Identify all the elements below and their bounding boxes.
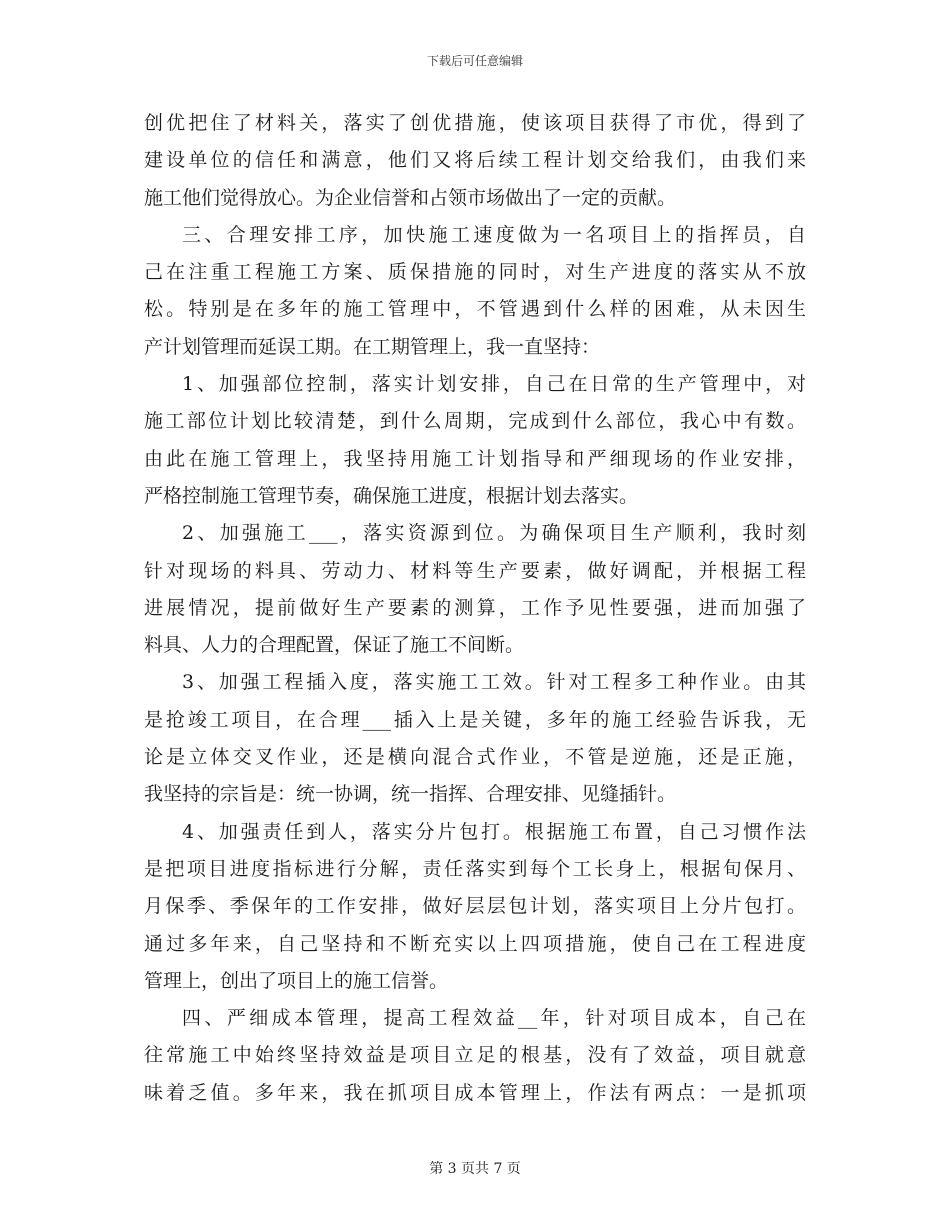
text-line: 是抢竣工项目，在合理___插入上是关键，多年的施工经验告诉我，无 — [144, 708, 806, 731]
text-line: 施工他们觉得放心。为企业信誉和占领市场做出了一定的贡献。 — [144, 186, 677, 209]
text-line: 往常施工中始终坚持效益是项目立足的根基，没有了效益，项目就意 — [144, 1044, 806, 1067]
text-line: 2、加强施工___，落实资源到位。为确保项目生产顺利，我时刻 — [182, 522, 806, 545]
text-line: 3、加强工程插入度，落实施工工效。针对工程多工种作业。由其 — [182, 671, 806, 694]
text-line: 料具、人力的合理配置，保证了施工不间断。 — [144, 634, 525, 657]
text-line: 论是立体交叉作业，还是横向混合式作业，不管是逆施，还是正施， — [144, 746, 806, 769]
text-line: 4、加强责任到人，落实分片包打。根据施工布置，自己习惯作法 — [182, 820, 806, 843]
page-number: 第 3 页共 7 页 — [429, 1161, 521, 1177]
text-line: 针对现场的料具、劳动力、材料等生产要素，做好调配，并根据工程 — [144, 559, 806, 582]
text-line: 四、严细成本管理，提高工程效益__年，针对项目成本，自己在 — [182, 1007, 806, 1030]
text-line: 味着乏值。多年来，我在抓项目成本管理上，作法有两点：一是抓项 — [144, 1081, 806, 1104]
text-line: 建设单位的信任和满意，他们又将后续工程计划交给我们，由我们来 — [144, 149, 806, 172]
text-line: 是把项目进度指标进行分解，责任落实到每个工长身上，根据旬保月、 — [144, 857, 806, 880]
document-body — [144, 105, 806, 1112]
page-header: 下载后可任意编辑 — [426, 54, 523, 68]
text-line: 己在注重工程施工方案、质保措施的同时，对生产进度的落实从不放 — [144, 261, 806, 284]
text-line: 由此在施工管理上，我坚持用施工计划指导和严细现场的作业安排， — [144, 447, 806, 470]
text-line: 管理上，创出了项目上的施工信誉。 — [144, 969, 449, 992]
text-line: 创优把住了材料关，落实了创优措施，使该项目获得了市优，得到了 — [144, 112, 806, 134]
text-line: 1、加强部位控制，落实计划安排，自己在日常的生产管理中，对 — [182, 373, 806, 396]
text-line: 月保季、季保年的工作安排，做好层层包计划，落实项目上分片包打。 — [144, 895, 806, 918]
text-line: 我坚持的宗旨是：统一协调，统一指挥、合理安排、见缝插针。 — [144, 783, 677, 806]
text-line: 通过多年来，自己坚持和不断充实以上四项措施，使自己在工程进度 — [144, 932, 806, 955]
text-line: 严格控制施工管理节奏，确保施工进度，根据计划去落实。 — [144, 484, 639, 507]
text-line: 松。特别是在多年的施工管理中，不管遇到什么样的困难，从未因生 — [144, 298, 806, 321]
text-line: 施工部位计划比较清楚，到什么周期，完成到什么部位，我心中有数。 — [144, 410, 806, 433]
text-line: 进展情况，提前做好生产要素的测算，工作予见性要强，进而加强了 — [144, 596, 806, 619]
text-line: 产计划管理而延误工期。在工期管理上，我一直坚持： — [144, 335, 601, 358]
text-line: 三、合理安排工序，加快施工速度做为一名项目上的指挥员，自 — [182, 223, 806, 246]
